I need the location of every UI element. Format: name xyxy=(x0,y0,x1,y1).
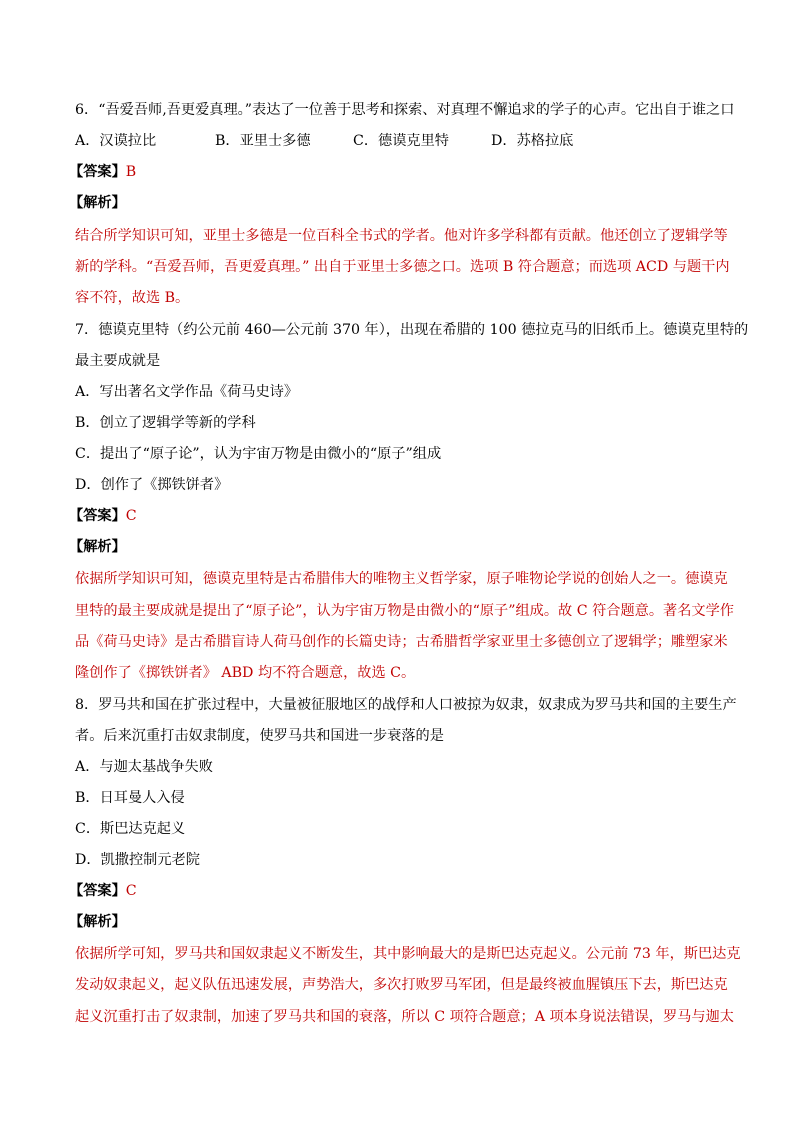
answer-label: 【答案】 xyxy=(69,164,126,180)
answer-label: 【答案】 xyxy=(69,883,126,899)
q8-analysis-line: 发动奴隶起义，起义队伍迅速发展，声势浩大，多次打败罗马军团，但是最终被血腥镇压下去，斯巴达克 xyxy=(75,977,728,993)
q8-option-c: C．斯巴达克起义 xyxy=(75,821,186,837)
q7-analysis-line: 品《荷马史诗》是古希腊盲诗人荷马创作的长篇史诗；古希腊哲学家亚里士多德创立了逻辑学；雕塑家米 xyxy=(75,634,728,650)
q7-stem-line: 7．德谟克里特（约公元前 460—公元前 370 年），出现在希腊的 100 德拉克马的旧纸币上。德谟克里特的 xyxy=(75,322,749,338)
q6-analysis-line: 新的学科。“吾爱吾师，吾更爱真理。” 出自于亚里士多德之口。选项 B 符合题意；而选项 ACD 与题干内 xyxy=(75,259,730,275)
q6-analysis-label: 【解析】 xyxy=(69,195,126,211)
q7-analysis-line: 里特的最主要成就是提出了“原子论”，认为宇宙万物是由微小的“原子”组成。故 C 符合题意。著名文学作 xyxy=(75,603,734,619)
q6-option-c: C．德谟克里特 xyxy=(353,133,449,149)
q8-stem-line: 8．罗马共和国在扩张过程中，大量被征服地区的战俘和人口被掠为奴隶，奴隶成为罗马共和国的主要生产 xyxy=(75,697,737,713)
q6-analysis-line: 容不符，故选 B。 xyxy=(75,290,190,306)
q7-answer xyxy=(69,506,137,526)
q7-analysis-label: 【解析】 xyxy=(69,539,126,555)
answer-value: C xyxy=(125,883,137,899)
q7-analysis-line: 依据所学知识可知，德谟克里特是古希腊伟大的唯物主义哲学家，原子唯物论学说的创始人之一。德谟克 xyxy=(75,571,728,587)
q6-answer xyxy=(69,162,136,182)
q7-option-c: C．提出了“原子论”，认为宇宙万物是由微小的“原子”组成 xyxy=(75,446,442,462)
answer-label: 【答案】 xyxy=(69,508,126,524)
q6-options xyxy=(75,131,573,151)
q8-option-d: D．凯撒控制元老院 xyxy=(75,852,200,868)
q7-option-a: A．写出著名文学作品《荷马史诗》 xyxy=(75,384,299,400)
q8-option-a: A．与迦太基战争失败 xyxy=(75,759,213,775)
q6-option-d: D．苏格拉底 xyxy=(491,133,574,149)
q8-answer xyxy=(69,881,137,901)
q7-analysis-line: 隆创作了《掷铁饼者》 ABD 均不符合题意，故选 C。 xyxy=(75,665,416,681)
q8-analysis-label: 【解析】 xyxy=(69,914,126,930)
q6-option-a: A．汉谟拉比 xyxy=(75,133,157,149)
answer-value: C xyxy=(125,508,137,524)
q7-option-b: B．创立了逻辑学等新的学科 xyxy=(75,415,256,431)
q8-analysis-line: 起义沉重打击了奴隶制，加速了罗马共和国的衰落，所以 C 项符合题意；A 项本身说法错误，罗马与迦太 xyxy=(75,1009,734,1025)
q7-option-d: D．创作了《掷铁饼者》 xyxy=(75,477,229,493)
q8-stem-line: 者。后来沉重打击奴隶制度，使罗马共和国进一步衰落的是 xyxy=(75,728,444,744)
q8-analysis-line: 依据所学可知，罗马共和国奴隶起义不断发生，其中影响最大的是斯巴达克起义。公元前 73 年，斯巴达克 xyxy=(75,946,741,962)
q8-option-b: B．日耳曼人入侵 xyxy=(75,790,185,806)
q6-stem: 6．“吾爱吾师,吾更爱真理。”表达了一位善于思考和探索、对真理不懈追求的学子的心声。它出自于谁之口 xyxy=(75,102,735,118)
q6-analysis-line: 结合所学知识可知，亚里士多德是一位百科全书式的学者。他对许多学科都有贡献。他还创立了逻辑学等 xyxy=(75,228,728,244)
q7-stem-line: 最主要成就是 xyxy=(75,353,161,369)
q6-option-b: B．亚里士多德 xyxy=(215,133,311,149)
answer-value: B xyxy=(125,164,137,180)
